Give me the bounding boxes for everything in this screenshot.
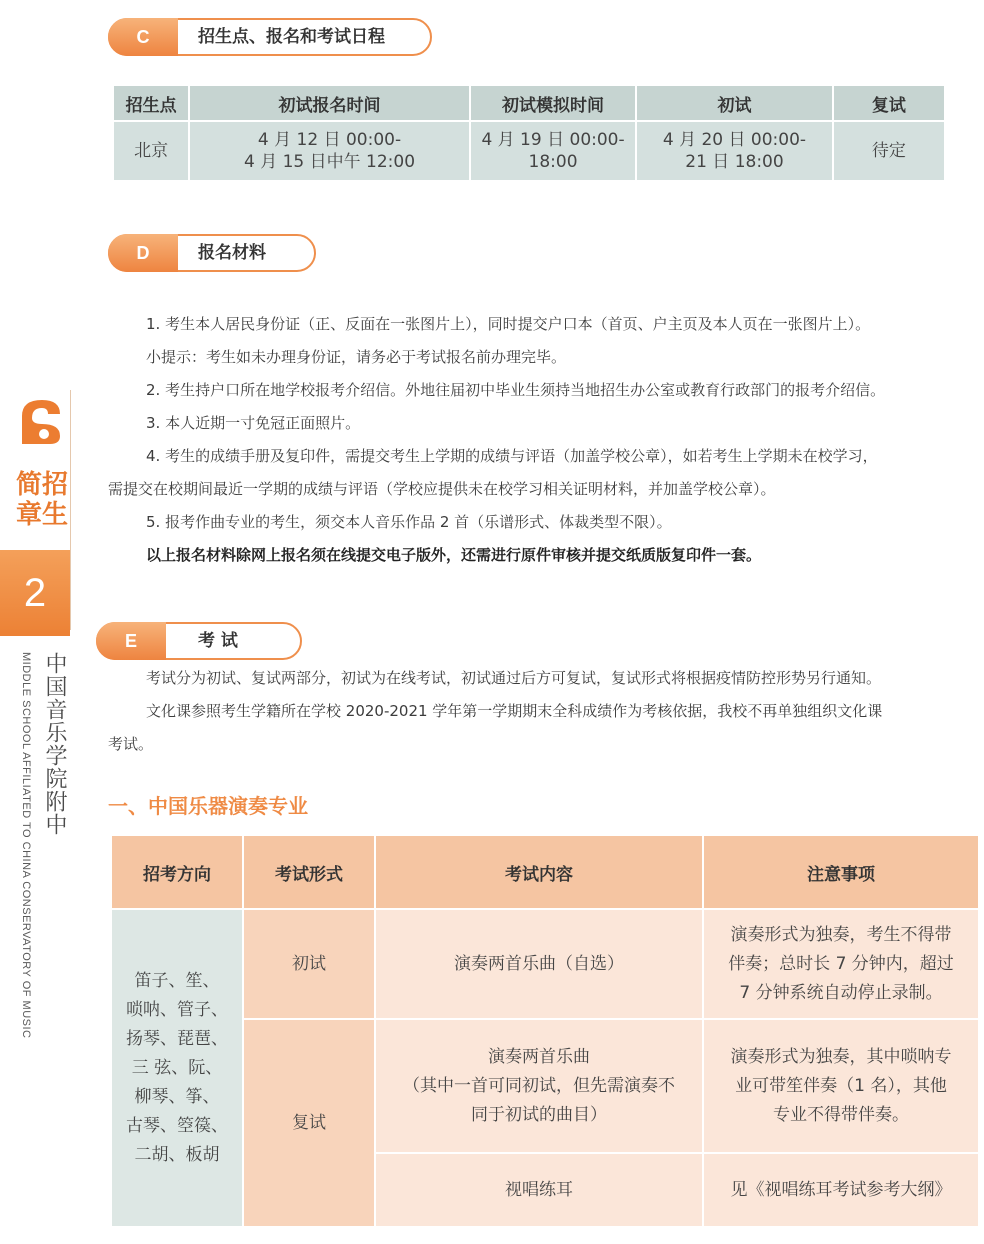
material-item: 5. 报考作曲专业的考生，须交本人音乐作品 2 首（乐谱形式、体裁类型不限）。: [146, 513, 672, 531]
section-e-header: [96, 622, 302, 660]
col-header: 复试: [834, 86, 944, 120]
materials-note: 以上报名材料除网上报名须在线提交电子版外，还需进行原件审核并提交纸质版复印件一套。: [146, 546, 762, 564]
material-item: 3. 本人近期一寸免冠正面照片。: [146, 414, 361, 432]
brochure-title: [12, 470, 72, 530]
content-cell: 视唱练耳: [376, 1154, 702, 1226]
content-line: 同于初试的曲目）: [471, 1104, 607, 1125]
notes-line: 伴奏；总时长 7 分钟内，超过: [728, 953, 954, 974]
section-e-title: 考 试: [198, 631, 238, 651]
mock-time-line1: 4 月 19 日 00:00-: [481, 130, 625, 150]
exam-description-continued: 考试。: [108, 735, 154, 753]
location-cell: 北京: [114, 122, 188, 180]
direction-line: 笛子、笙、: [134, 970, 220, 991]
register-time-line1: 4 月 12 日 00:00-: [257, 130, 402, 150]
direction-line: 三 弦、阮、: [131, 1057, 223, 1078]
direction-line: 柳琴、筝、: [134, 1086, 220, 1107]
prelim-time-cell: [637, 122, 831, 180]
prelim-time-line2: 21 日 18:00: [685, 152, 784, 172]
schedule-row: [114, 122, 944, 180]
section-e-letter: E: [96, 622, 166, 660]
content-line: （其中一首可同初试，但先需演奏不: [403, 1075, 675, 1096]
notes-line: 演奏形式为独奏，考生不得带: [730, 924, 952, 945]
school-logo-icon: [14, 396, 70, 448]
content-line: 演奏两首乐曲: [488, 1046, 590, 1067]
mock-time-line2: 18:00: [528, 152, 578, 172]
subsection-heading: 一、中国乐器演奏专业: [108, 794, 308, 818]
register-time-line2: 4 月 15 日中午 12:00: [243, 152, 416, 172]
section-d-header: [108, 234, 316, 272]
direction-line: 扬琴、琵琶、: [126, 1028, 228, 1049]
material-item: 1. 考生本人居民身份证（正、反面在一张图片上），同时提交户口本（首页、户主页及本人页在一张图片上）。: [146, 315, 871, 333]
col-header: 初试报名时间: [190, 86, 469, 120]
direction-line: 二胡、板胡: [134, 1144, 220, 1165]
material-item: 2. 考生持户口所在地学校报考介绍信。外地往届初中毕业生须持当地招生办公室或教育行政部门的报考介绍信。: [146, 381, 886, 399]
col-header: 初试: [637, 86, 831, 120]
col-header: 招生点: [114, 86, 188, 120]
schedule-header-row: [114, 86, 944, 120]
section-c-title: 招生点、报名和考试日程: [198, 27, 385, 47]
sidebar-divider: [70, 390, 71, 630]
col-header: 考试形式: [244, 836, 374, 908]
material-item-continued: 需提交在校期间最近一学期的成绩与评语（学校应提供未在校学习相关证明材料，并加盖学校公章）。: [108, 480, 776, 498]
page-number: 2: [0, 550, 70, 636]
notes-cell: [704, 910, 978, 1018]
exam-table: [110, 834, 980, 1228]
form-cell: 复试: [244, 1020, 374, 1226]
content-cell: [376, 1020, 702, 1152]
col-header: 招考方向: [112, 836, 242, 908]
notes-line: 7 分钟系统自动停止录制。: [739, 982, 943, 1003]
school-name-cn: 中国音乐学院附中: [42, 652, 67, 836]
form-cell: 初试: [244, 910, 374, 1018]
col-header: 注意事项: [704, 836, 978, 908]
notes-cell: [704, 1020, 978, 1152]
schedule-table: [112, 84, 946, 182]
exam-description: 考试分为初试、复试两部分，初试为在线考试，初试通过后方可复试，复试形式将根据疫情防控形势另行通知。: [146, 669, 882, 687]
material-item: 4. 考生的成绩手册及复印件，需提交考生上学期的成绩与评语（加盖学校公章），如若考生上学期未在校学习，: [146, 447, 878, 465]
prelim-time-line1: 4 月 20 日 00:00-: [662, 130, 807, 150]
content-cell: 演奏两首乐曲（自选）: [376, 910, 702, 1018]
school-name-en: MIDDLE SCHOOL AFFILIATED TO CHINA CONSERVATORY OF MUSIC: [20, 652, 32, 1039]
exam-header-row: [112, 836, 978, 908]
section-c-letter: C: [108, 18, 178, 56]
direction-cell: [112, 910, 242, 1226]
exam-row-prelim: [112, 910, 978, 1018]
section-d-letter: D: [108, 234, 178, 272]
mock-time-cell: [471, 122, 635, 180]
direction-line: 唢呐、管子、: [126, 999, 228, 1020]
sidebar: [0, 390, 72, 1050]
section-c-header: [108, 18, 432, 56]
notes-line: 业可带笙伴奏（1 名），其他: [735, 1075, 947, 1096]
col-header: 考试内容: [376, 836, 702, 908]
notes-line: 演奏形式为独奏，其中唢呐专: [730, 1046, 952, 1067]
col-header: 初试模拟时间: [471, 86, 635, 120]
notes-cell: 见《视唱练耳考试参考大纲》: [704, 1154, 978, 1226]
exam-description: 文化课参照考生学籍所在学校 2020-2021 学年第一学期期末全科成绩作为考核依据，我校不再单独组织文化课: [146, 702, 883, 720]
material-tip: 小提示：考生如未办理身份证，请务必于考试报名前办理完毕。: [146, 348, 567, 366]
direction-line: 古琴、箜篌、: [126, 1115, 228, 1136]
retest-time-cell: 待定: [834, 122, 944, 180]
brochure-title-col2: 招生: [42, 470, 71, 530]
register-time-cell: [190, 122, 469, 180]
section-d-title: 报名材料: [198, 243, 266, 263]
notes-line: 专业不得带伴奏。: [773, 1104, 909, 1125]
brochure-title-col1: 简章: [16, 470, 45, 530]
